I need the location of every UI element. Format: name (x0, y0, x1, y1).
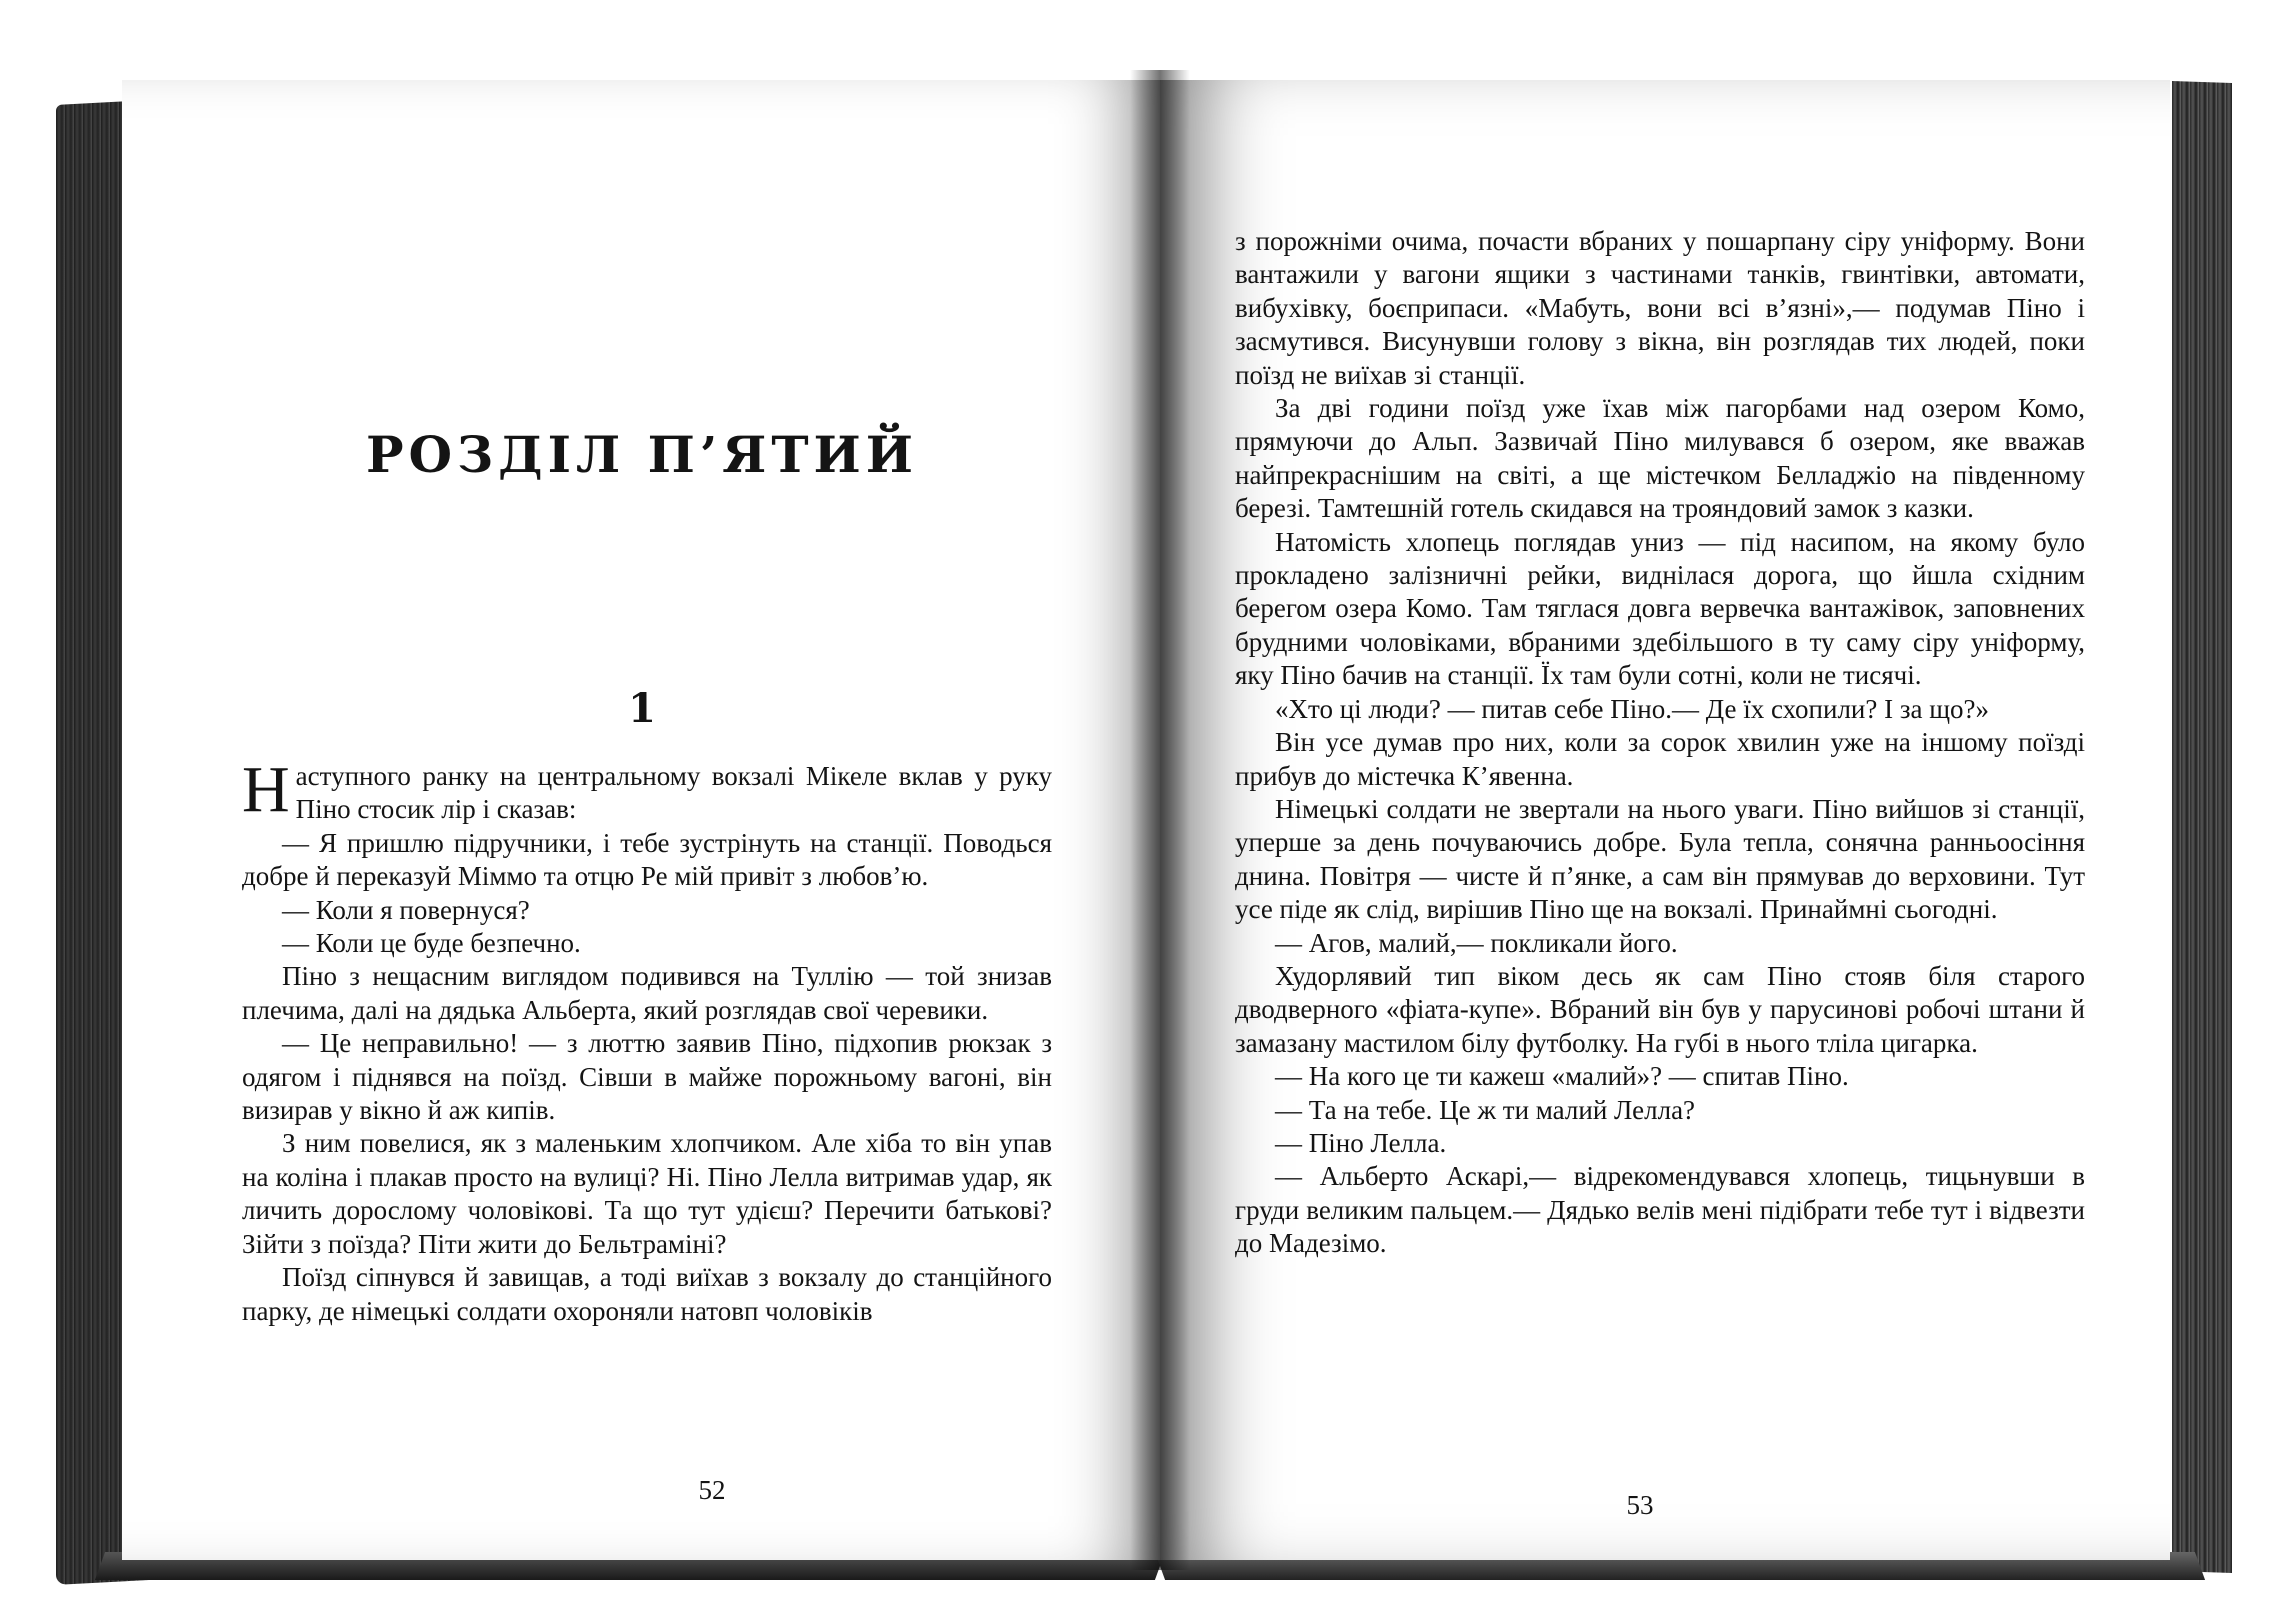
paragraph: Піно з нещасним виглядом подивився на Туллію — той знизав плечима, далі на дядька Альберта, який розглядав свої черевики. (242, 961, 1052, 1025)
left-text-column (242, 753, 1052, 1328)
paragraph: Поїзд сіпнувся й завищав, а тоді виїхав з вокзалу до станційного парку, де німецькі солдати охороняли натовп чоловіків (242, 1262, 1052, 1326)
drop-cap: Н (242, 753, 290, 826)
paragraph: — Альберто Аскарі,— відрекомендувався хлопець, тицьнувши в груди великим пальцем.— Дядько велів мені підібрати тебе тут і відвезти до Мадезімо. (1235, 1161, 2085, 1259)
paragraph: — Я пришлю підручники, і тебе зустрінуть на станції. Поводься добре й переказуй Міммо та отцю Ре мій привіт з любов’ю. (242, 827, 1052, 892)
paragraph: Худорлявий тип віком десь як сам Піно стояв біля старого дводверного «фіата-купе». Вбраний він був у парусинові робочі штани й замазану мастилом білу футболку. На губі в нього тліла цигарка. (1235, 960, 2085, 1058)
paragraph: — Це неправильно! — з люттю заявив Піно, підхопив рюкзак з одягом і піднявся на поїзд. Сівши в майже порожньому вагоні, він визирав у вікно й аж кипів. (242, 1028, 1052, 1126)
chapter-title: РОЗДІЛ П’ЯТИЙ (365, 425, 919, 484)
paragraph: Він усе думав про них, коли за сорок хвилин уже на іншому поїзді прибув до містечка К’явенна. (1235, 727, 2085, 791)
paragraph: — На кого це ти кажеш «малий»? — спитав Піно. (1275, 1061, 1849, 1092)
page-edges-right (2172, 81, 2232, 1573)
paragraph: Наступного ранку на центральному вокзалі Мікеле вклав у руку Піно стосик лір і сказав: (242, 753, 1052, 826)
paragraph: — Коли це буде безпечно. (282, 928, 581, 959)
paragraph: Натомість хлопець поглядав униз — під насипом, на якому було прокладено залізничні рейки, виднілася дорога, що йшла східним берегом озера Комо. Там тяглася довга вервечка вантажівок, заповнених брудними чоловіками, вбраними здебільшого в ту саму сіру уніформу, яку Піно бачив на станції. Їх там були сотні, коли не тисячі. (1235, 526, 2085, 691)
paragraph: з порожніми очима, почасти вбраних у пошарпану сіру уніформу. Вони вантажили у вагони ящики з частинами танків, гвинтівки, автомати, вибухівку, боєприпаси. «Мабуть, вони всі в’язні»,— подумав Піно і засмутився. Висунувши голову з вікна, він розглядав тих людей, поки поїзд не виїхав зі станції. (1235, 226, 2085, 390)
open-book (40, 40, 2240, 1580)
spine-shadow (1130, 70, 1190, 1570)
paragraph: — Та на тебе. Це ж ти малий Лелла? (1275, 1094, 1696, 1125)
left-page (122, 80, 1162, 1560)
paragraph: За дві години поїзд уже їхав між пагорбами над озером Комо, прямуючи до Альп. Зазвичай Піно милувався б озером, яке вважав найпрекраснішим на світі, а ще містечком Белладжіо на південному березі. Тамтешній готель скидався на трояндовий замок з казки. (1235, 393, 2085, 524)
section-number: 1 (628, 685, 656, 732)
page-number: 52 (698, 1475, 726, 1505)
right-text-column (1235, 225, 2085, 1261)
paragraph: З ним повелися, як з маленьким хлопчиком. Але хіба то він упав на коліна і плакав просто на вулиці? Ні. Піно Лелла витримав удар, як личить дорослому чоловікові. Та що тут удієш? Перечити батькові? Зійти з поїзда? Піти жити до Бельтраміні? (242, 1128, 1052, 1259)
paragraph: — Коли я повернуся? (282, 894, 530, 925)
paragraph: — Агов, малий,— покликали його. (1275, 927, 1678, 958)
paragraph: «Хто ці люди? — питав себе Піно.— Де їх схопили? І за що?» (1275, 693, 1990, 724)
right-page (1160, 80, 2170, 1560)
paragraph: — Піно Лелла. (1275, 1127, 1447, 1158)
page-number: 53 (1626, 1490, 1654, 1520)
paragraph: Німецькі солдати не звертали на нього уваги. Піно вийшов зі станції, уперше за день почуваючись добре. Була тепла, сонячна ранньоосіння днина. Повітря — чисте й п’янке, а сам він прямував до верховини. Тут усе піде як слід, вирішив Піно ще на вокзалі. Принаймні сьогодні. (1235, 793, 2085, 925)
